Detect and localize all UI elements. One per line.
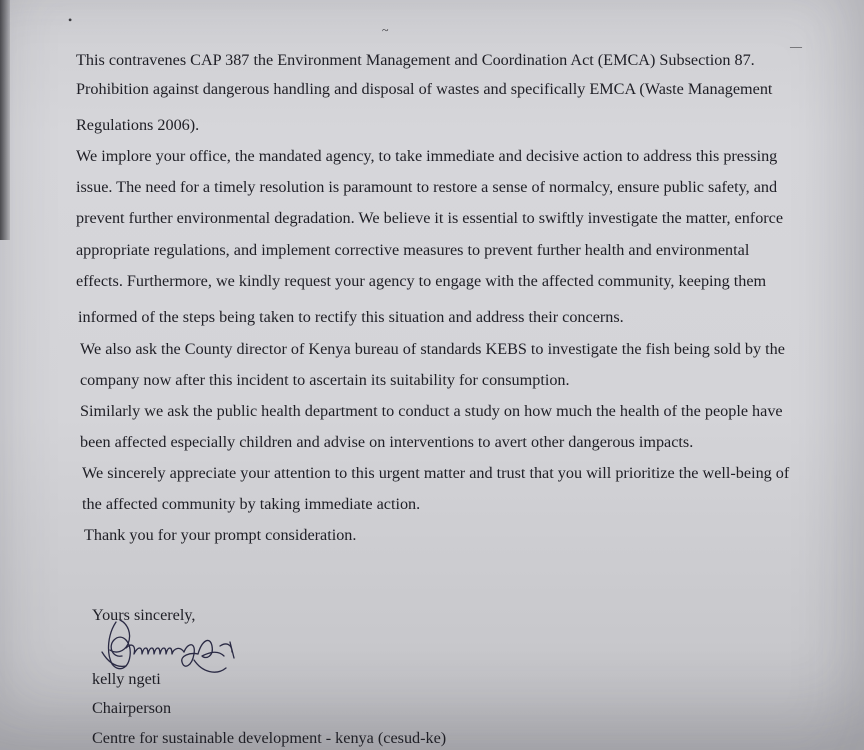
letter-line: issue. The need for a timely resolution is paramount to restore a sense of normalcy, ensure public safety, and bbox=[76, 178, 778, 196]
letter-line: We sincerely appreciate your attention to this urgent matter and trust that you will prioritize the well-being of bbox=[82, 464, 790, 482]
letter-line: been affected especially children and advise on interventions to avert other dangerous impacts. bbox=[80, 433, 694, 451]
letter-line: This contravenes CAP 387 the Environment Management and Coordination Act (EMCA) Subsection 87. bbox=[76, 51, 755, 69]
signatory-title: Chairperson bbox=[92, 699, 172, 717]
letter-line: informed of the steps being taken to rectify this situation and address their concerns. bbox=[78, 308, 624, 326]
letter-line: Prohibition against dangerous handling and disposal of wastes and specifically EMCA (Waste Management bbox=[76, 80, 773, 98]
signatory-name: kelly ngeti bbox=[92, 670, 161, 688]
paper-speck: • bbox=[68, 13, 73, 27]
letter-closing: Yours sincerely, bbox=[92, 606, 196, 624]
letter-line: the affected community by taking immediate action. bbox=[82, 495, 421, 513]
paper-mark: — bbox=[790, 39, 802, 53]
paper-mark: ~ bbox=[382, 23, 389, 37]
letter-line: Thank you for your prompt consideration. bbox=[84, 526, 357, 544]
letter-line: appropriate regulations, and implement corrective measures to prevent further health and environmental bbox=[76, 241, 750, 259]
signatory-organization: Centre for sustainable development - kenya (cesud-ke) bbox=[92, 729, 447, 747]
letter-line: We also ask the County director of Kenya bureau of standards KEBS to investigate the fish being sold by the bbox=[80, 340, 785, 358]
letter-line: effects. Furthermore, we kindly request your agency to engage with the affected community, keeping them bbox=[76, 272, 767, 290]
letter-line: company now after this incident to ascertain its suitability for consumption. bbox=[80, 371, 570, 389]
letter-line: Similarly we ask the public health department to conduct a study on how much the health of the people have bbox=[80, 402, 783, 420]
page-edge-shadow bbox=[0, 0, 10, 240]
letter-line: Regulations 2006). bbox=[76, 116, 200, 134]
letter-line: We implore your office, the mandated agency, to take immediate and decisive action to address this pressing bbox=[76, 147, 778, 165]
letter-line: prevent further environmental degradation. We believe it is essential to swiftly investigate the matter, enforce bbox=[76, 209, 784, 227]
